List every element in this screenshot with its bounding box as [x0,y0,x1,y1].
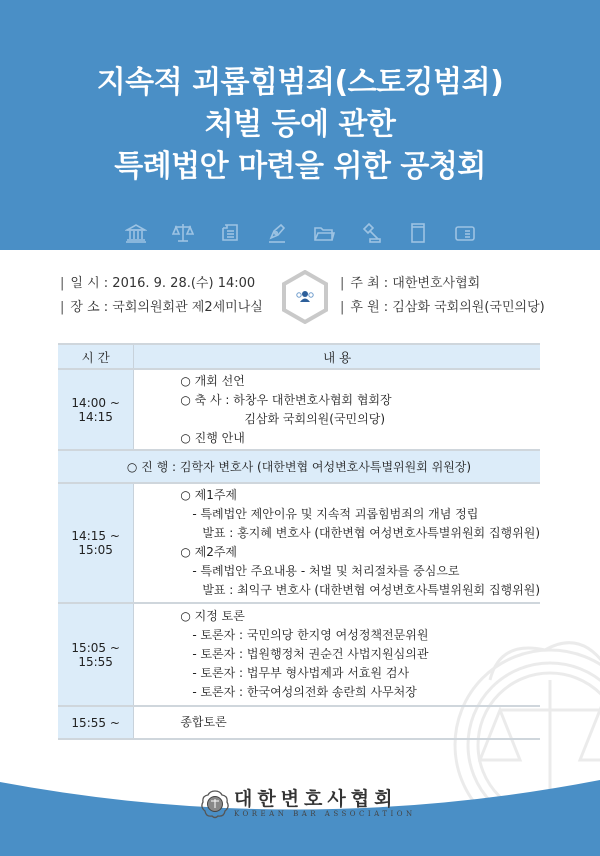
book-icon [407,222,429,244]
table-row [58,369,540,450]
row-time: 14:00 ~ 14:15 [58,369,134,450]
row-time: 15:05 ~ 15:55 [58,603,134,706]
row-content: ○ 지정 토론 - 토론자 : 국민의당 한지영 여성정책전문위원 - 토론자 : 법원행정처 권순건 사법지원심의관 - 토론자 : 법무부 형사법제과 서효원 검사 - 토론자 : 한국여성의전화 송란희 사무처장 [134,603,540,706]
scales-icon [172,222,194,244]
moderator-text: ○ 진 행 : 김학자 변호사 (대한변협 여성변호사특별위원회 위원장) [58,450,540,483]
host-value: 대한변호사협회 [392,276,481,291]
table-row [58,706,540,739]
host-label: 주 최 : [350,276,389,291]
sponsor-value: 김삼화 국회의원(국민의당) [392,300,545,315]
event-venue: | 장 소 : 국회의원회관 제2세미나실 [60,300,263,315]
row-time: 15:55 ~ [58,706,134,739]
venue-label: 장 소 : [70,300,109,315]
row-time: 14:15 ~ 15:05 [58,483,134,603]
scroll-icon [219,222,241,244]
table-header-row [58,344,540,369]
title-line-1: 지속적 괴롭힘범죄(스토킹범죄) [96,65,504,100]
page-title [0,62,600,188]
organization-logo [200,784,416,824]
org-name-english: KOREAN BAR ASSOCIATION [234,810,416,818]
row-content: ○ 개회 선언 ○ 축 사 : 하창우 대한변호사협회 협회장 김삼화 국회의원(국민의당) ○ 진행 안내 [134,369,540,450]
icon-row [0,222,600,244]
title-line-2: 처벌 등에 관한 [204,107,396,142]
row-content: 종합토론 [134,706,540,739]
table-row [58,483,540,603]
header-content: 내 용 [134,344,540,369]
event-host: | 주 최 : 대한변호사협회 [340,276,481,291]
sponsor-label: 후 원 : [350,300,389,315]
bar-association-emblem-icon [200,789,230,819]
people-group-icon [281,270,329,324]
event-info-right [340,272,545,320]
courthouse-icon [125,222,147,244]
org-name-korean: 대한변호사협회 [234,788,398,810]
pen-icon [266,222,288,244]
header-banner [0,0,600,250]
date-value: 2016. 9. 28.(수) 14:00 [112,276,256,291]
id-card-icon [454,222,476,244]
venue-value: 국회의원회관 제2세미나실 [112,300,263,315]
table-row [58,603,540,706]
gavel-icon [360,222,382,244]
date-label: 일 시 : [70,276,109,291]
event-date: | 일 시 : 2016. 9. 28.(수) 14:00 [60,276,256,291]
folder-icon [313,222,335,244]
header-time: 시 간 [58,344,134,369]
event-sponsor: | 후 원 : 김삼화 국회의원(국민의당) [340,300,545,315]
title-line-3: 특례법안 마련을 위한 공청회 [114,149,486,184]
schedule-table [58,343,540,740]
row-content: ○ 제1주제 - 특례법안 제안이유 및 지속적 괴롭힘범죄의 개념 정립 발표 : 홍지혜 변호사 (대한변협 여성변호사특별위원회 집행위원) ○ 제2주제 - 특례법안 주요내용 - 처벌 및 처리절차를 중심으로 발표 : 최익구 변호사 (대한변협 여성변호사특별위원회 집행위원) [134,483,540,603]
event-info-left [60,272,263,320]
moderator-row [58,450,540,483]
